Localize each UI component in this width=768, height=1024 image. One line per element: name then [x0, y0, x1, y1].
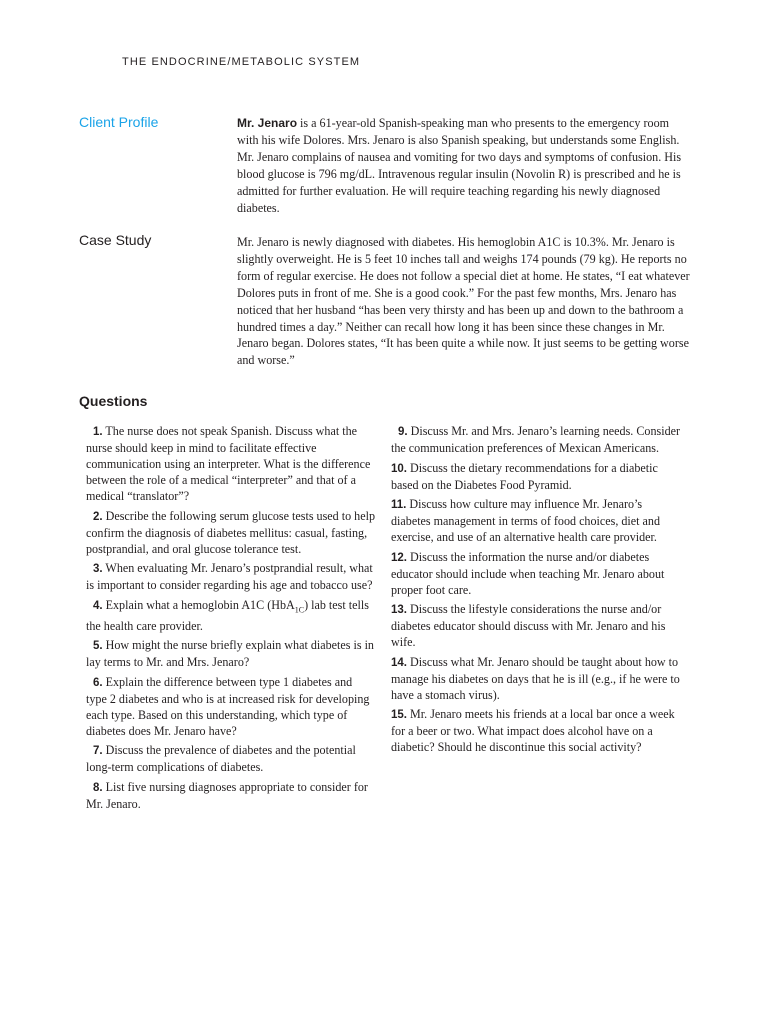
question-2: [86, 508, 376, 557]
question-6: [86, 674, 376, 739]
question-number: 13.: [391, 604, 407, 616]
questions-column-left: [86, 423, 376, 815]
questions-heading: Questions: [79, 393, 148, 409]
question-number: 11.: [391, 499, 407, 511]
question-8: [86, 779, 376, 812]
question-subscript: 1C: [294, 604, 305, 614]
question-text: Discuss the prevalence of diabetes and the potential long-term complications of diabetes.: [86, 743, 356, 775]
question-7: [86, 742, 376, 775]
question-3: [86, 560, 376, 593]
case-study-label: Case Study: [79, 232, 152, 248]
question-number: 15.: [391, 709, 407, 721]
question-number: 5.: [93, 640, 103, 653]
client-name: Mr. Jenaro: [237, 116, 298, 130]
question-9: [391, 423, 681, 456]
question-text: Mr. Jenaro meets his friends at a local bar once a week for a beer or two. What impact does alcohol have on a diabetic? Should he discontinue this social activity?: [391, 707, 675, 754]
question-text: Discuss the lifestyle considerations the nurse and/or diabetes educator should discuss with Mr. Jenaro and his wife.: [391, 602, 666, 649]
question-11: [391, 496, 681, 545]
question-14: [391, 654, 681, 703]
question-number: 1.: [93, 426, 103, 438]
question-13: [391, 601, 681, 650]
question-number: 14.: [391, 656, 407, 669]
question-10: [391, 460, 681, 493]
question-number: 3.: [93, 563, 103, 575]
question-text: Explain what a hemoglobin A1C (HbA: [105, 597, 295, 612]
question-5: [86, 637, 376, 670]
question-number: 9.: [398, 426, 408, 438]
question-text: Describe the following serum glucose tests used to help confirm the diagnosis of diabetes mellitus: casual, fasting, postprandial, and oral glucose tolerance test.: [86, 508, 375, 556]
question-number: 4.: [93, 599, 103, 612]
question-text: Discuss the information the nurse and/or diabetes educator should include when teaching Mr. Jenaro about proper foot care.: [391, 549, 665, 597]
question-text: The nurse does not speak Spanish. Discuss what the nurse should keep in mind to facilitate effective communication using an interpreter. What is the difference between the role of a medical “interpreter” and that of a medical “translator”?: [86, 424, 371, 503]
question-text: How might the nurse briefly explain what diabetes is in lay terms to Mr. and Mrs. Jenaro?: [86, 638, 374, 670]
question-number: 2.: [93, 510, 103, 523]
question-text: When evaluating Mr. Jenaro’s postprandial result, what is important to consider regarding his age and tobacco use?: [86, 561, 373, 592]
question-text: Discuss what Mr. Jenaro should be taught about how to manage his diabetes on days that he is ill (e.g., if he were to have a stomach virus).: [391, 654, 680, 702]
question-1: [86, 423, 376, 504]
question-number: 10.: [391, 462, 407, 475]
question-number: 12.: [391, 551, 407, 564]
question-number: 7.: [93, 745, 103, 758]
question-15: [391, 706, 681, 755]
question-text: Discuss the dietary recommendations for a diabetic based on the Diabetes Food Pyramid.: [391, 460, 658, 492]
question-text: List five nursing diagnoses appropriate to consider for Mr. Jenaro.: [86, 779, 368, 811]
client-profile-body: is a 61-year-old Spanish-speaking man who presents to the emergency room with his wife Dolores. Mrs. Jenaro is also Spanish speaking, but understands some English. Mr. Jenaro complains of nausea and vomiting for two days and symptoms of confusion. His blood glucose is 796 mg/dL. Intravenous regular insulin (Novolin R) is prescribed and he is admitted for further evaluation. He will require teaching regarding his newly diagnosed diabetes.: [237, 116, 682, 215]
running-head: THE ENDOCRINE/METABOLIC SYSTEM: [122, 56, 361, 68]
question-text: Discuss Mr. and Mrs. Jenaro’s learning needs. Consider the communication preferences of Mexican Americans.: [391, 424, 681, 455]
client-profile-text: [237, 115, 693, 216]
questions-column-right: [391, 423, 681, 759]
question-4: [86, 597, 376, 634]
question-text: ) lab test tells the health care provider.: [86, 597, 369, 633]
question-12: [391, 549, 681, 598]
case-study-text: Mr. Jenaro is newly diagnosed with diabetes. His hemoglobin A1C is 10.3%. Mr. Jenaro is slightly overweight. He is 5 feet 10 inches tall and weighs 174 pounds (79 kg). He reports no form of regular exercise. He does not follow a special diet at home. He states, “I eat whatever Dolores puts in front of me. She is a good cook.” For the past few months, Mrs. Jenaro has noticed that her husband “has been very thirsty and has been up and down to the bathroom a hundred times a day.” Neither can recall how long it has been since these changes in Mr. Jenaro began. Dolores states, “It has been quite a while now. It just seems to be getting worse and worse.”: [237, 235, 690, 368]
client-profile-label: Client Profile: [79, 114, 159, 130]
question-text: Explain the difference between type 1 diabetes and type 2 diabetes and who is at increased risk for developing each type. Based on this understanding, which type of diabetes does Mr. Jenaro have?: [86, 674, 370, 738]
question-number: 8.: [93, 781, 103, 794]
question-text: Discuss how culture may influence Mr. Jenaro’s diabetes management in terms of food choices, diet and exercise, and use of an alternative health care provider.: [391, 497, 660, 544]
question-number: 6.: [93, 676, 103, 689]
